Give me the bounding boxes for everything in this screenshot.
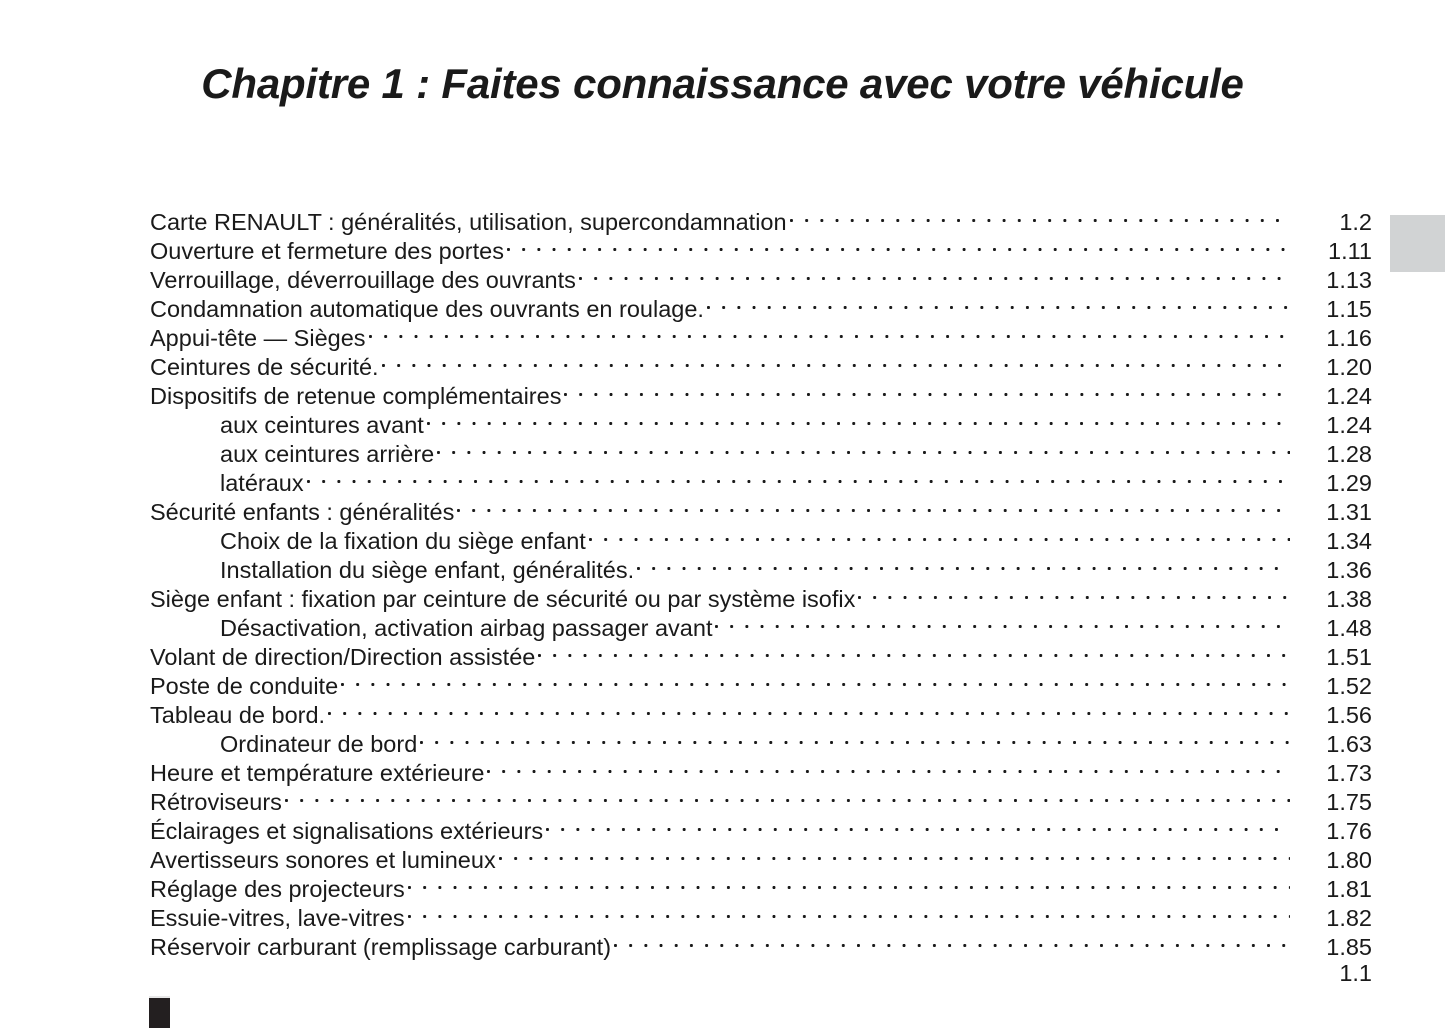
toc-entry-label: Installation du siège enfant, généralités. <box>220 557 635 583</box>
toc-entry-page-number: 1.82 <box>1326 905 1372 931</box>
toc-entry-label: Volant de direction/Direction assistée <box>150 644 536 670</box>
toc-entry-label: Appui-tête — Sièges <box>150 325 366 351</box>
toc-entry-page-number: 1.24 <box>1326 383 1372 409</box>
toc-dot-leader <box>499 839 1290 868</box>
toc-entry[interactable] <box>150 491 1372 525</box>
toc-entry-page-number: 1.85 <box>1326 934 1372 960</box>
toc-dot-leader <box>538 636 1290 665</box>
toc-dot-leader <box>420 723 1290 752</box>
toc-entry-page-number: 1.36 <box>1326 557 1372 583</box>
toc-dot-leader <box>457 491 1290 520</box>
toc-entry-label: Réservoir carburant (remplissage carburant) <box>150 934 612 960</box>
table-of-contents <box>150 201 1372 960</box>
toc-dot-leader <box>707 288 1290 317</box>
toc-dot-leader <box>715 607 1290 636</box>
toc-dot-leader <box>369 317 1290 346</box>
toc-entry[interactable] <box>150 694 1372 728</box>
toc-dot-leader <box>408 897 1290 926</box>
toc-dot-leader <box>307 462 1290 491</box>
toc-entry[interactable] <box>150 723 1372 757</box>
toc-entry-label: Carte RENAULT : généralités, utilisation, supercondamnation <box>150 209 787 235</box>
toc-entry-label: Avertisseurs sonores et lumineux <box>150 847 496 873</box>
toc-entry[interactable] <box>150 810 1372 844</box>
toc-entry-label: Tableau de bord. <box>150 702 326 728</box>
page-title: Chapitre 1 : Faites connaissance avec votre véhicule <box>201 60 1244 108</box>
toc-entry-page-number: 1.15 <box>1326 296 1372 322</box>
toc-entry-page-number: 1.34 <box>1326 528 1372 554</box>
toc-entry-label: aux ceintures avant <box>220 412 424 438</box>
toc-entry-page-number: 1.52 <box>1326 673 1372 699</box>
bleed-marker <box>149 996 170 1028</box>
toc-entry-page-number: 1.73 <box>1326 760 1372 786</box>
toc-entry-label: Condamnation automatique des ouvrants en roulage. <box>150 296 704 322</box>
toc-entry-page-number: 1.38 <box>1326 586 1372 612</box>
toc-entry-page-number: 1.29 <box>1326 470 1372 496</box>
footer-page-number: 1.1 <box>1339 960 1372 986</box>
toc-entry-label: Réglage des projecteurs <box>150 876 405 902</box>
toc-entry-label: Ordinateur de bord <box>220 731 418 757</box>
toc-entry-label: Poste de conduite <box>150 673 339 699</box>
toc-dot-leader <box>614 926 1290 955</box>
toc-entry[interactable] <box>150 201 1372 235</box>
toc-entry-label: Désactivation, activation airbag passager avant <box>220 615 713 641</box>
toc-dot-leader <box>408 868 1290 897</box>
toc-entry-label: Heure et température extérieure <box>150 760 485 786</box>
toc-dot-leader <box>328 694 1290 723</box>
toc-entry-label: Choix de la fixation du siège enfant <box>220 528 586 554</box>
toc-entry-page-number: 1.63 <box>1326 731 1372 757</box>
toc-entry-page-number: 1.31 <box>1326 499 1372 525</box>
toc-dot-leader <box>546 810 1290 839</box>
toc-dot-leader <box>341 665 1290 694</box>
toc-dot-leader <box>589 520 1290 549</box>
toc-entry-page-number: 1.51 <box>1326 644 1372 670</box>
toc-dot-leader <box>285 781 1290 810</box>
toc-dot-leader <box>427 404 1290 433</box>
toc-entry-label: Sécurité enfants : généralités <box>150 499 455 525</box>
toc-entry-page-number: 1.75 <box>1326 789 1372 815</box>
toc-entry-page-number: 1.13 <box>1326 267 1372 293</box>
toc-entry-label: Rétroviseurs <box>150 789 282 815</box>
toc-entry-page-number: 1.80 <box>1326 847 1372 873</box>
toc-entry-page-number: 1.20 <box>1326 354 1372 380</box>
toc-entry-page-number: 1.28 <box>1326 441 1372 467</box>
toc-entry-page-number: 1.24 <box>1326 412 1372 438</box>
toc-entry-label: Verrouillage, déverrouillage des ouvrants <box>150 267 576 293</box>
toc-entry[interactable] <box>150 462 1372 496</box>
toc-dot-leader <box>437 433 1290 462</box>
chapter-thumb-tab <box>1390 215 1445 272</box>
toc-entry-page-number: 1.16 <box>1326 325 1372 351</box>
toc-entry-label: Dispositifs de retenue complémentaires <box>150 383 562 409</box>
toc-dot-leader <box>637 549 1290 578</box>
toc-entry-label: Siège enfant : fixation par ceinture de sécurité ou par système isofix <box>150 586 856 612</box>
toc-entry-label: Ouverture et fermeture des portes <box>150 238 504 264</box>
toc-entry-page-number: 1.2 <box>1339 209 1372 235</box>
toc-entry-page-number: 1.56 <box>1326 702 1372 728</box>
toc-entry-page-number: 1.76 <box>1326 818 1372 844</box>
toc-dot-leader <box>382 346 1290 375</box>
toc-dot-leader <box>487 752 1290 781</box>
toc-entry-page-number: 1.81 <box>1326 876 1372 902</box>
toc-dot-leader <box>507 230 1290 259</box>
toc-entry-label: Ceintures de sécurité. <box>150 354 379 380</box>
toc-dot-leader <box>564 375 1290 404</box>
toc-entry-label: latéraux <box>220 470 304 496</box>
toc-entry-label: aux ceintures arrière <box>220 441 435 467</box>
toc-entry-page-number: 1.11 <box>1328 238 1372 264</box>
toc-entry-page-number: 1.48 <box>1326 615 1372 641</box>
toc-entry[interactable] <box>150 781 1372 815</box>
toc-dot-leader <box>858 578 1290 607</box>
toc-entry-label: Éclairages et signalisations extérieurs <box>150 818 544 844</box>
toc-dot-leader <box>579 259 1290 288</box>
toc-dot-leader <box>790 201 1290 230</box>
toc-entry-label: Essuie-vitres, lave-vitres <box>150 905 405 931</box>
